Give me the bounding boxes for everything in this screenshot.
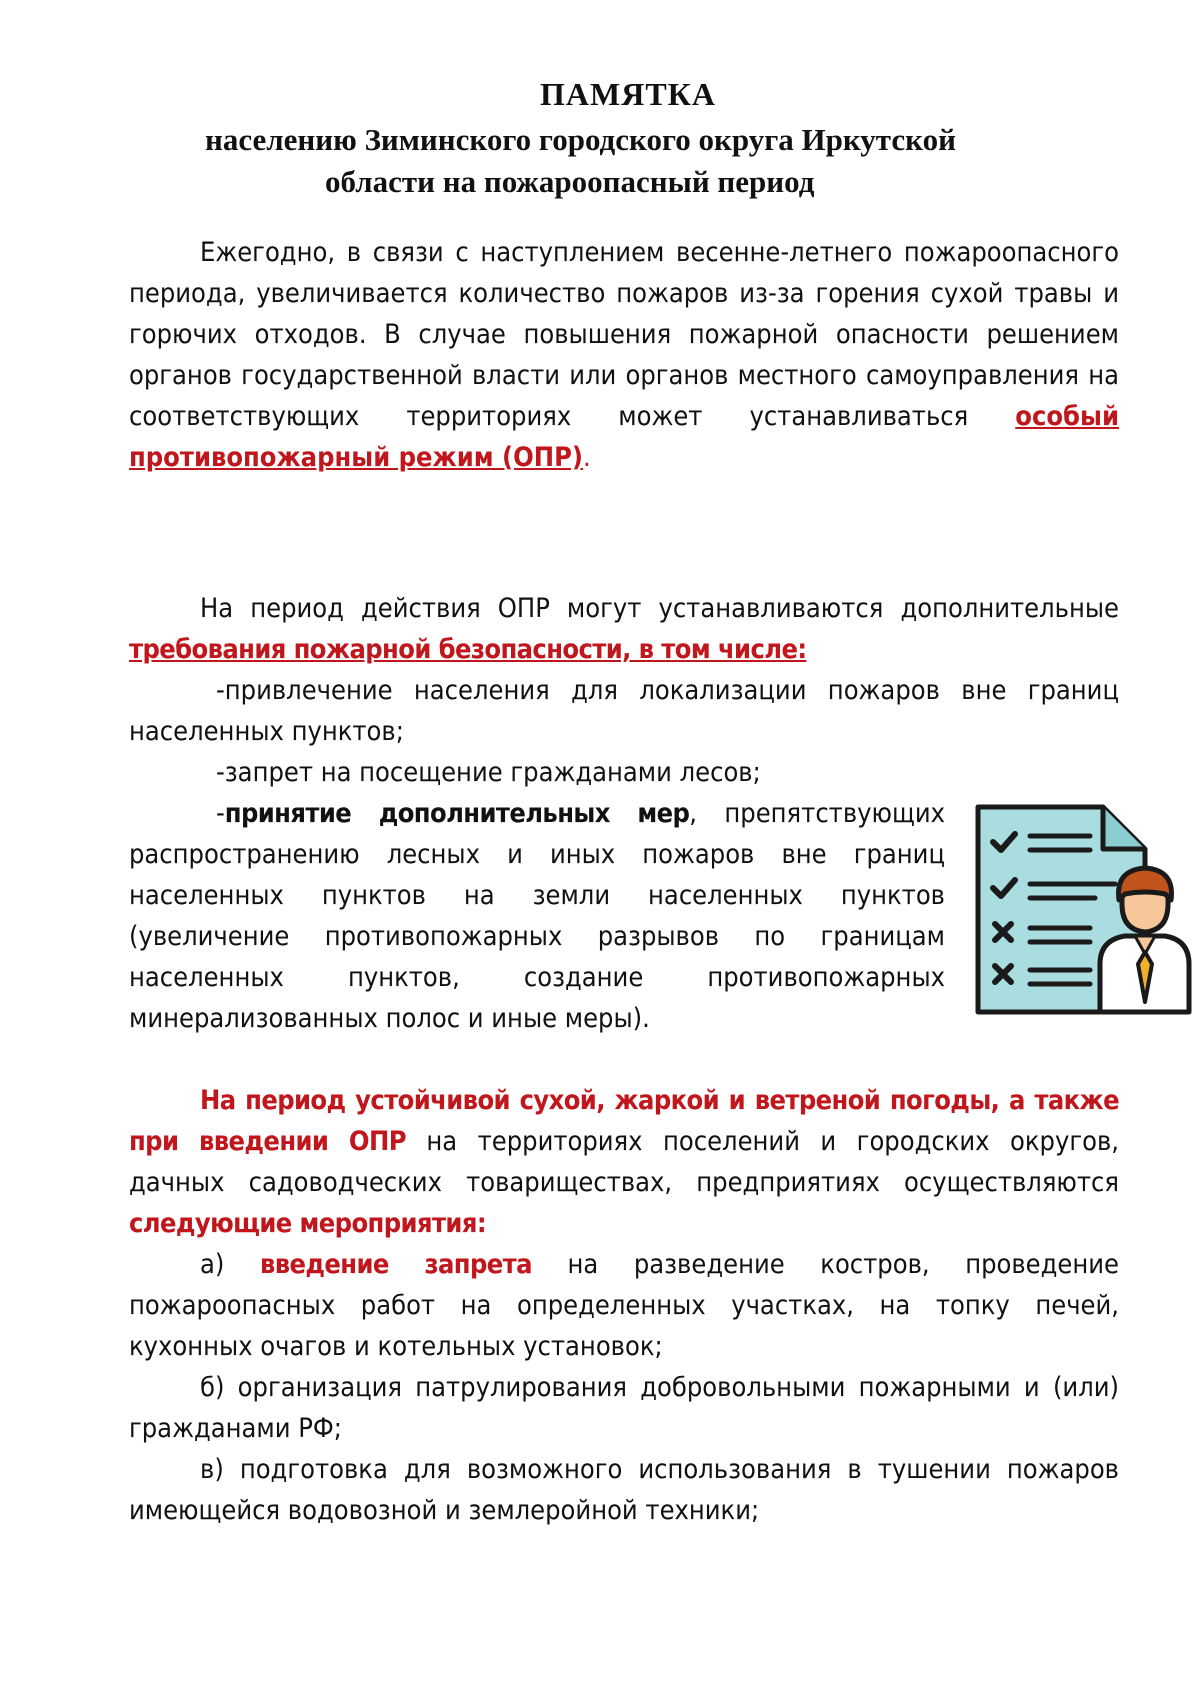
checklist-document-person-icon [975, 804, 1193, 1016]
measure-a-rest: на разведение костров, проведение пожароопасных работ на определенных участках, на топку печей, кухонных очагов и котельных установок; [129, 1249, 1119, 1362]
measures-lead-red-2: следующие мероприятия: [129, 1208, 486, 1239]
item3-dash: - [216, 798, 225, 829]
item3-bold: принятие дополнительных мер [224, 798, 690, 829]
requirements-highlight: требования пожарной безопасности, в том числе: [129, 634, 807, 665]
measures-lead-rest: на территориях поселений и городских округов, дачных садоводческих товариществах, предприятиях осуществляются [129, 1126, 1119, 1198]
opr-lead-paragraph [129, 588, 1119, 670]
measures-lead-paragraph [129, 1080, 1119, 1244]
measure-item-b: б) организация патрулирования добровольными пожарными и (или) гражданами РФ; [129, 1372, 1119, 1444]
title-line-1: ПАМЯТКА [540, 76, 716, 112]
measure-item-a [129, 1244, 1119, 1367]
measures-lead-red: На период устойчивой сухой, жаркой и ветреной погоды, а также при введении ОПР [129, 1085, 1119, 1157]
title-line-2: населению Зиминского городского округа Иркутской [205, 122, 956, 157]
intro-text: Ежегодно, в связи с наступлением весенне-летнего пожароопасного периода, увеличивается количество пожаров из-за горения сухой травы и горючих отходов. В случае повышения пожарной опасности решением органов государственной власти или органов местного самоуправления на соответствующих территориях может устанавливаться [129, 237, 1119, 432]
requirement-item-2: -запрет на посещение гражданами лесов; [216, 757, 761, 788]
requirement-item-3 [129, 793, 945, 1039]
opr-lead-text: На период действия ОПР могут устанавливаются дополнительные [200, 593, 1119, 624]
intro-paragraph [129, 232, 1119, 478]
measure-a-highlight: введение запрета [259, 1249, 532, 1280]
requirement-item-1: -привлечение населения для локализации пожаров вне границ населенных пунктов; [129, 675, 1119, 747]
opr-highlight: особый противопожарный режим (ОПР) [129, 401, 1119, 473]
intro-end: . [583, 442, 591, 473]
item3-rest: , препятствующих распространению лесных и иных пожаров вне границ населенных пунктов на земли населенных пунктов (увеличение противопожарных разрывов по границам населенных пунктов, создание противопожарных минерализованных полос и иные меры). [129, 798, 945, 1034]
measure-a-label: а) [200, 1249, 225, 1280]
measure-item-c: в) подготовка для возможного использования в тушении пожаров имеющейся водовозной и землеройной техники; [129, 1454, 1119, 1526]
title-line-3: области на пожароопасный период [325, 164, 815, 199]
